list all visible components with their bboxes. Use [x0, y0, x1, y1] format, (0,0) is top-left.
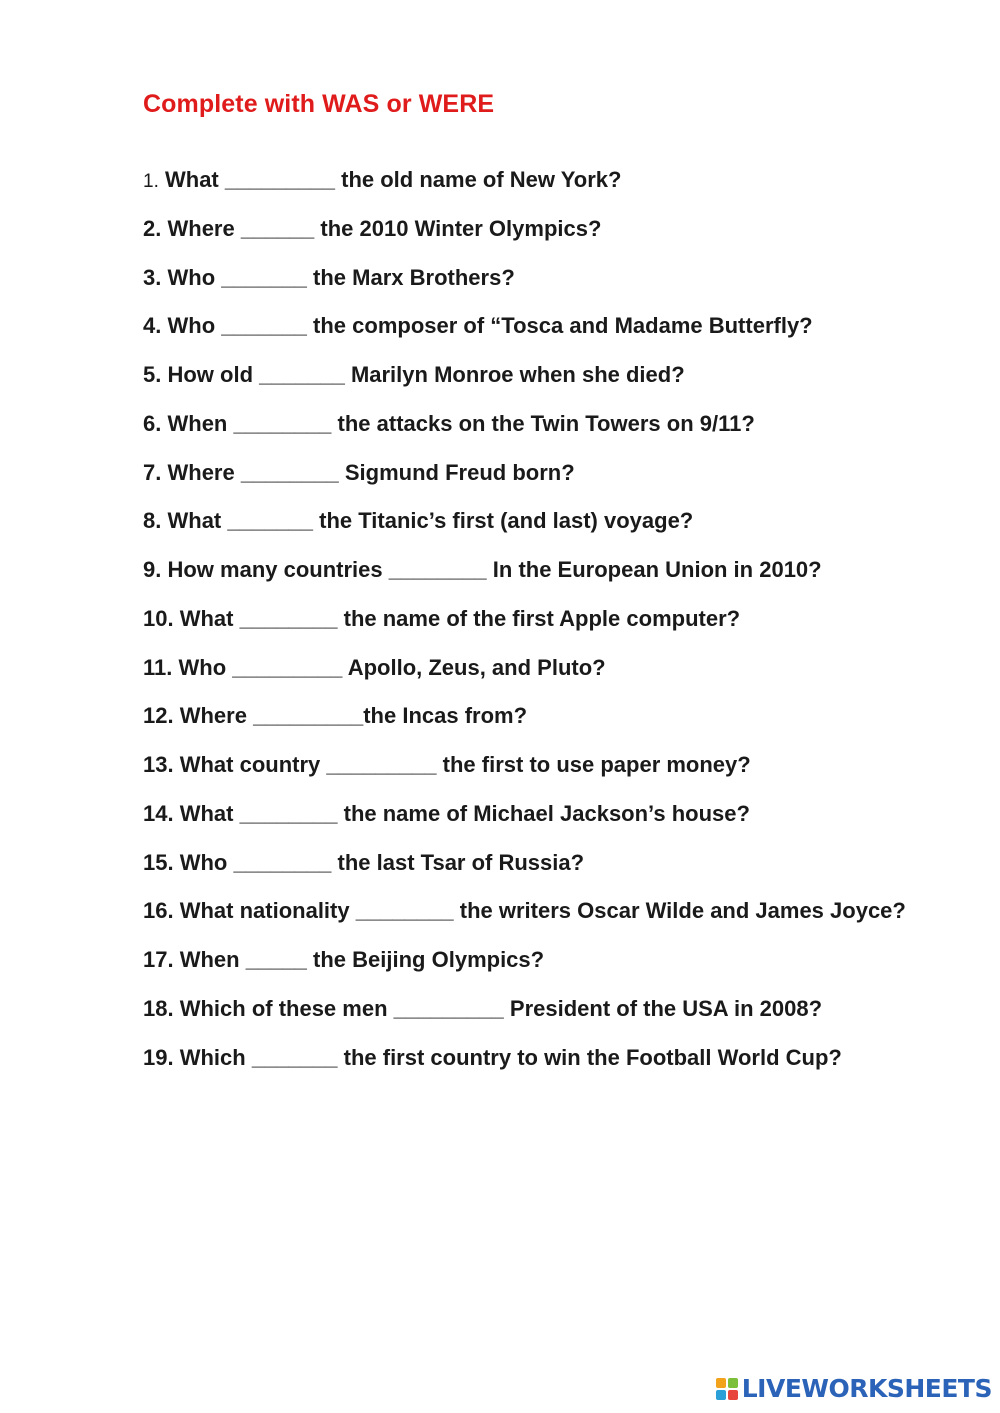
question-item: 8. What _______ the Titanic’s first (and last) voyage?: [143, 508, 694, 534]
logo-text: LIVEWORKSHEETS: [741, 1374, 992, 1403]
question-item: 10. What ________ the name of the first Apple computer?: [143, 605, 741, 631]
question-item: 17. When _____ the Beijing Olympics?: [143, 947, 545, 972]
question-item: 1. What _________ the old name of New York?: [143, 167, 622, 192]
question-item: 4. Who _______ the composer of “Tosca and Madame Butterfly?: [143, 313, 813, 339]
answer-blank[interactable]: _______: [251, 1044, 338, 1070]
answer-blank[interactable]: ________: [233, 849, 332, 875]
question-item: 11. Who _________ Apollo, Zeus, and Pluto?: [143, 654, 606, 680]
question-item: 18. Which of these men _________ President of the USA in 2008?: [143, 995, 823, 1021]
question-item: 19. Which _______ the first country to win the Football World Cup?: [143, 1044, 842, 1070]
question-item: 12. Where _________the Incas from?: [143, 703, 528, 729]
answer-blank[interactable]: ________: [239, 605, 338, 631]
answer-blank[interactable]: _______: [221, 313, 307, 339]
answer-blank[interactable]: _____: [245, 947, 307, 972]
answer-blank[interactable]: _________: [326, 752, 437, 777]
answer-blank[interactable]: _________: [232, 654, 343, 680]
question-item: 13. What country _________ the first to use paper money?: [143, 752, 751, 777]
answer-blank[interactable]: _________: [253, 703, 364, 729]
question-item: 6. When ________ the attacks on the Twin Towers on 9/11?: [143, 410, 755, 436]
answer-blank[interactable]: _________: [393, 995, 504, 1021]
answer-blank[interactable]: ________: [239, 800, 338, 826]
answer-blank[interactable]: _______: [259, 362, 345, 387]
answer-blank[interactable]: ________: [233, 410, 332, 436]
question-item: 2. Where ______ the 2010 Winter Olympics?: [143, 215, 602, 241]
question-item: 16. What nationality ________ the writers Oscar Wilde and James Joyce?: [143, 898, 906, 924]
question-item: 14. What ________ the name of Michael Jackson’s house?: [143, 800, 750, 826]
answer-blank[interactable]: ______: [240, 215, 315, 241]
question-item: 5. How old _______ Marilyn Monroe when she died?: [143, 362, 685, 387]
answer-blank[interactable]: ________: [388, 557, 487, 582]
question-item: 15. Who ________ the last Tsar of Russia?: [143, 849, 585, 875]
question-item: 9. How many countries ________ In the European Union in 2010?: [143, 557, 822, 582]
question-item: 7. Where ________ Sigmund Freud born?: [143, 459, 575, 485]
answer-blank[interactable]: _______: [227, 508, 314, 534]
answer-blank[interactable]: ________: [355, 898, 454, 924]
answer-blank[interactable]: _________: [224, 167, 335, 192]
liveworksheets-logo[interactable]: [716, 1374, 992, 1403]
logo-grid-icon: [716, 1378, 738, 1400]
question-list: [143, 164, 983, 1090]
answer-blank[interactable]: ________: [240, 459, 339, 485]
worksheet-title: Complete with WAS or WERE: [143, 90, 495, 118]
question-item: 3. Who _______ the Marx Brothers?: [143, 264, 515, 290]
answer-blank[interactable]: _______: [221, 264, 307, 290]
